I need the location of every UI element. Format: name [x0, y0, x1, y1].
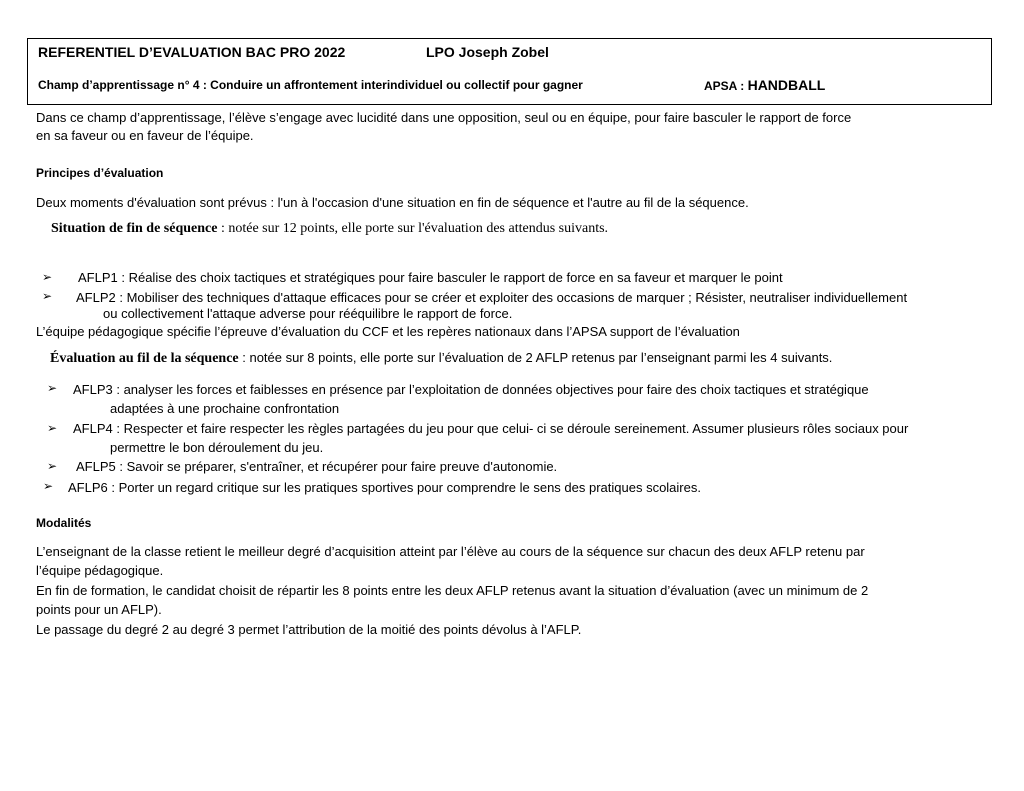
modalites-line-2: l’équipe pédagogique. [36, 563, 164, 578]
aflp3-line-1: AFLP3 : analyser les forces et faiblesses en présence par l’exploitation de données objectives pour faire des choix tactiques et stratégique [73, 382, 869, 397]
aflp2-line-2: ou collectivement l'attaque adverse pour rééquilibre le rapport de force. [103, 306, 513, 321]
school-name: LPO Joseph Zobel [426, 44, 549, 60]
aflp5-text: AFLP5 : Savoir se préparer, s'entraîner, et récupérer pour faire preuve d'autonomie. [76, 459, 558, 474]
apsa-label-text: APSA : [704, 79, 745, 93]
principes-text: Deux moments d'évaluation sont prévus : l'un à l'occasion d'une situation en fin de séquence et l'autre au fil de la séquence. [36, 195, 749, 210]
bullet-arrow-icon: ➢ [42, 270, 53, 284]
fin-sequence-line [51, 221, 608, 237]
bullet-arrow-icon: ➢ [47, 381, 58, 395]
fil-sequence-line [50, 350, 832, 367]
champ-apprentissage: Champ d’apprentissage n° 4 : Conduire un affrontement interindividuel ou collectif pour gagner [38, 78, 583, 92]
aflp4-line-1: AFLP4 : Respecter et faire respecter les règles partagées du jeu pour que celui- ci se déroule sereinement. Assumer plusieurs rôles sociaux pour [73, 421, 909, 436]
equipe-text: L’équipe pédagogique spécifie l’épreuve d’évaluation du CCF et les repères nationaux dans l’APSA support de l’évaluation [36, 324, 740, 339]
fil-sequence-label: Évaluation au fil de la séquence [50, 351, 239, 366]
aflp1-text: AFLP1 : Réalise des choix tactiques et stratégiques pour faire basculer le rapport de force en sa faveur et marquer le point [78, 270, 783, 285]
bullet-arrow-icon: ➢ [43, 479, 54, 493]
intro-line-2: en sa faveur ou en faveur de l’équipe. [36, 128, 254, 143]
document-title: REFERENTIEL D’EVALUATION BAC PRO 2022 [38, 44, 346, 60]
fin-sequence-text: : notée sur 12 points, elle porte sur l'évaluation des attendus suivants. [217, 221, 609, 236]
bullet-arrow-icon: ➢ [47, 421, 58, 435]
intro-line-1: Dans ce champ d’apprentissage, l’élève s’engage avec lucidité dans une opposition, seul ou en équipe, pour faire basculer le rapport de force [36, 110, 852, 125]
aflp6-text: AFLP6 : Porter un regard critique sur les pratiques sportives pour comprendre le sens des pratiques scolaires. [68, 480, 701, 495]
bullet-arrow-icon: ➢ [47, 459, 58, 473]
modalites-line-5: Le passage du degré 2 au degré 3 permet l’attribution de la moitié des points dévolus à l’AFLP. [36, 622, 582, 637]
aflp3-line-2: adaptées à une prochaine confrontation [110, 401, 340, 416]
aflp2-line-1: AFLP2 : Mobiliser des techniques d'attaque efficaces pour se créer et exploiter des occasions de marquer ; Résister, neutraliser individuellement [76, 290, 908, 305]
apsa-value: HANDBALL [747, 77, 826, 93]
modalites-heading: Modalités [36, 516, 92, 530]
aflp4-line-2: permettre le bon déroulement du jeu. [110, 440, 324, 455]
apsa-label [704, 77, 825, 93]
principes-heading: Principes d’évaluation [36, 166, 164, 180]
fin-sequence-label: Situation de fin de séquence [51, 221, 218, 236]
fil-sequence-text: : notée sur 8 points, elle porte sur l’évaluation de 2 AFLP retenus par l’enseignant parmi les 4 suivants. [238, 350, 833, 365]
modalites-line-4: points pour un AFLP). [36, 602, 162, 617]
bullet-arrow-icon: ➢ [42, 289, 53, 303]
modalites-line-3: En fin de formation, le candidat choisit de répartir les 8 points entre les deux AFLP retenus avant la situation d’évaluation (avec un minimum de 2 [36, 583, 869, 598]
modalites-line-1: L’enseignant de la classe retient le meilleur degré d’acquisition atteint par l’élève au cours de la séquence sur chacun des deux AFLP retenu par [36, 544, 865, 559]
